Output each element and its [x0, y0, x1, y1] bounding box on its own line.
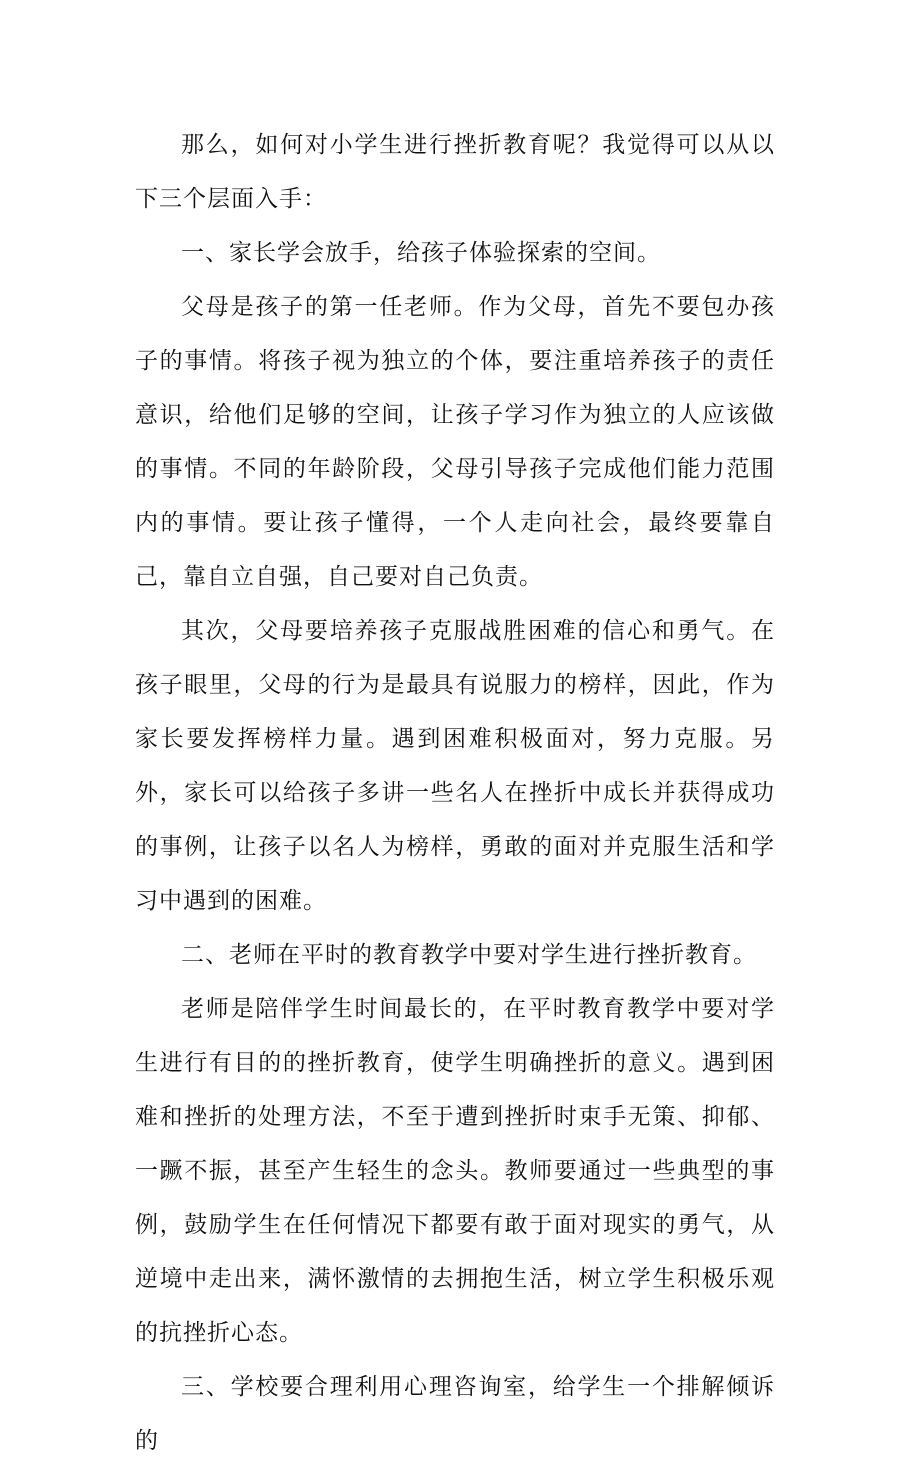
paragraph-parents-confidence: 其次，父母要培养孩子克服战胜困难的信心和勇气。在孩子眼里，父母的行为是最具有说服力的榜样，因此，作为家长要发挥榜样力量。遇到困难积极面对，努力克服。另外，家长可以给孩子多讲一些名人在挫折中成长并获得成功的事例，让孩子以名人为榜样，勇敢的面对并克服生活和学习中遇到的困难。: [135, 618, 775, 914]
heading-section-2: 二、老师在平时的教育教学中要对学生进行挫折教育。: [181, 942, 757, 968]
paragraph-parents-first-teacher: 父母是孩子的第一任老师。作为父母，首先不要包办孩子的事情。将孩子视为独立的个体，要注重培养孩子的责任意识，给他们足够的空间，让孩子学习作为独立的人应该做的事情。不同的年龄阶段，父母引导孩子完成他们能力范围内的事情。要让孩子懂得，一个人走向社会，最终要靠自己，靠自立自强，自己要对自己负责。: [135, 294, 775, 590]
heading-section-3: 三、学校要合理利用心理咨询室，给学生一个排解倾诉的: [135, 1374, 775, 1454]
document-body: [135, 118, 775, 1468]
heading-section-1: 一、家长学会放手，给孩子体验探索的空间。: [181, 240, 661, 266]
paragraph-teachers: 老师是陪伴学生时间最长的，在平时教育教学中要对学生进行有目的的挫折教育，使学生明确挫折的意义。遇到困难和挫折的处理方法，不至于遭到挫折时束手无策、抑郁、一蹶不振，甚至产生轻生的念头。教师要通过一些典型的事例，鼓励学生在任何情况下都要有敢于面对现实的勇气，从逆境中走出来，满怀激情的去拥抱生活，树立学生积极乐观的抗挫折心态。: [135, 996, 775, 1346]
paragraph-intro: 那么，如何对小学生进行挫折教育呢？我觉得可以从以下三个层面入手：: [135, 132, 775, 212]
